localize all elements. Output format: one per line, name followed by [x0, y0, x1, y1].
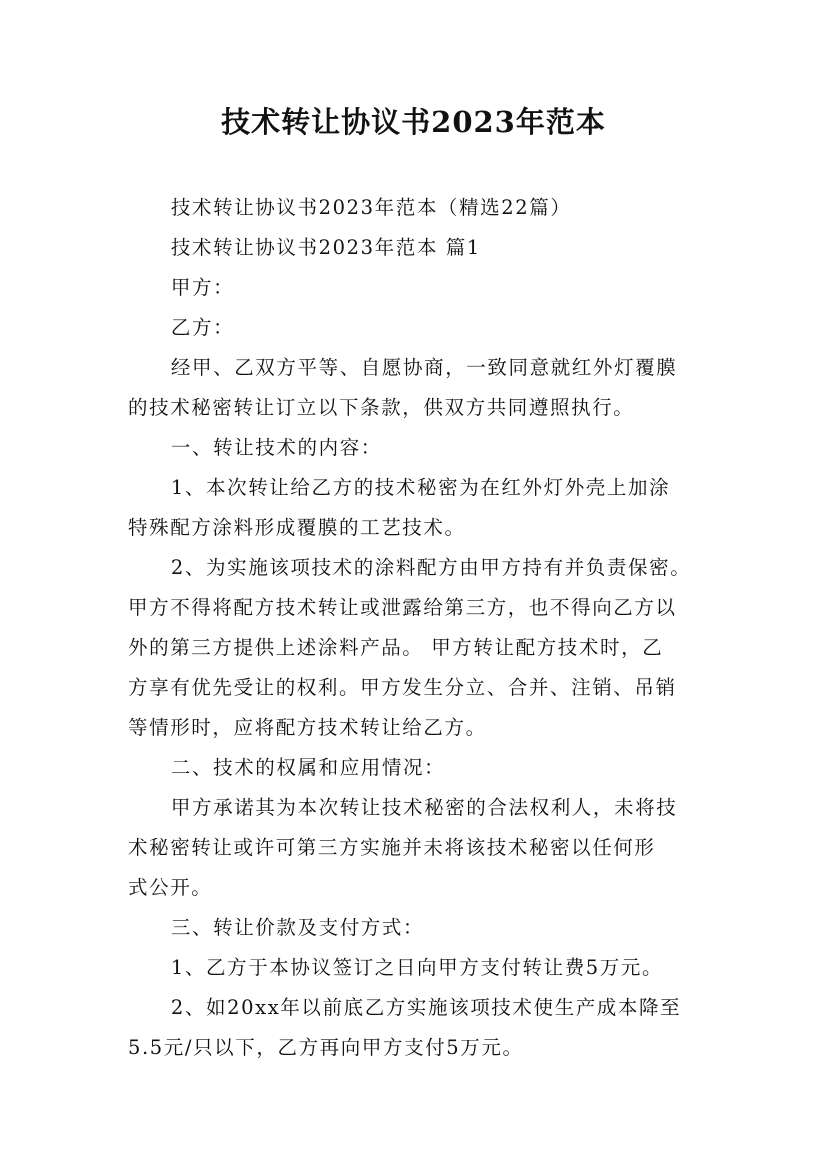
paragraph [128, 188, 708, 228]
text-line: 术秘密转让或许可第三方实施并未将该技术秘密以任何形 [128, 836, 656, 859]
text-line: 甲方不得将配方技术转让或泄露给第三方，也不得向乙方以 [128, 596, 677, 619]
paragraph [128, 908, 708, 948]
text-line: 技术转让协议书2023年范本 篇1 [170, 236, 481, 259]
text-line: 二、技术的权属和应用情况： [170, 756, 446, 779]
text-line: 方享有优先受让的权利。甲方发生分立、合并、注销、吊销 [128, 676, 677, 699]
document-title: 技术转让协议书2023年范本 [221, 105, 606, 139]
text-line: 2、为实施该项技术的涂料配方由甲方持有并负责保密。 [170, 556, 692, 579]
text-line: 特殊配方涂料形成覆膜的工艺技术。 [128, 516, 466, 539]
text-line: 甲方： [170, 276, 235, 299]
text-line: 一、转让技术的内容： [170, 436, 382, 459]
paragraph [128, 948, 708, 988]
paragraph [128, 428, 708, 468]
paragraph [128, 748, 708, 788]
text-line: 乙方： [170, 316, 235, 339]
text-line: 甲方承诺其为本次转让技术秘密的合法权利人，未将技 [170, 796, 678, 819]
text-line: 技术转让协议书2023年范本（精选22篇） [170, 196, 572, 219]
text-line: 式公开。 [128, 876, 213, 899]
paragraph [128, 268, 708, 308]
paragraph [128, 228, 708, 268]
text-line: 外的第三方提供上述涂料产品。 甲方转让配方技术时，乙 [128, 636, 664, 659]
paragraph [128, 988, 708, 1068]
text-line: 的技术秘密转让订立以下条款，供双方共同遵照执行。 [128, 396, 635, 419]
paragraph [128, 348, 708, 428]
text-line: 1、乙方于本协议签订之日向甲方支付转让费5万元。 [170, 956, 664, 979]
text-line: 1、本次转让给乙方的技术秘密为在红外灯外壳上加涂 [170, 476, 671, 499]
text-line: 等情形时，应将配方技术转让给乙方。 [128, 716, 487, 739]
paragraph [128, 548, 708, 748]
text-line: 经甲、乙双方平等、自愿协商，一致同意就红外灯覆膜 [170, 356, 678, 379]
paragraph [128, 468, 708, 548]
document-body [128, 188, 708, 1068]
text-line: 三、转让价款及支付方式： [170, 916, 425, 939]
paragraph [128, 308, 708, 348]
text-line: 5.5元/只以下，乙方再向甲方支付5万元。 [128, 1036, 524, 1059]
paragraph [128, 788, 708, 908]
text-line: 2、如20xx年以前底乙方实施该项技术使生产成本降至 [170, 996, 682, 1019]
